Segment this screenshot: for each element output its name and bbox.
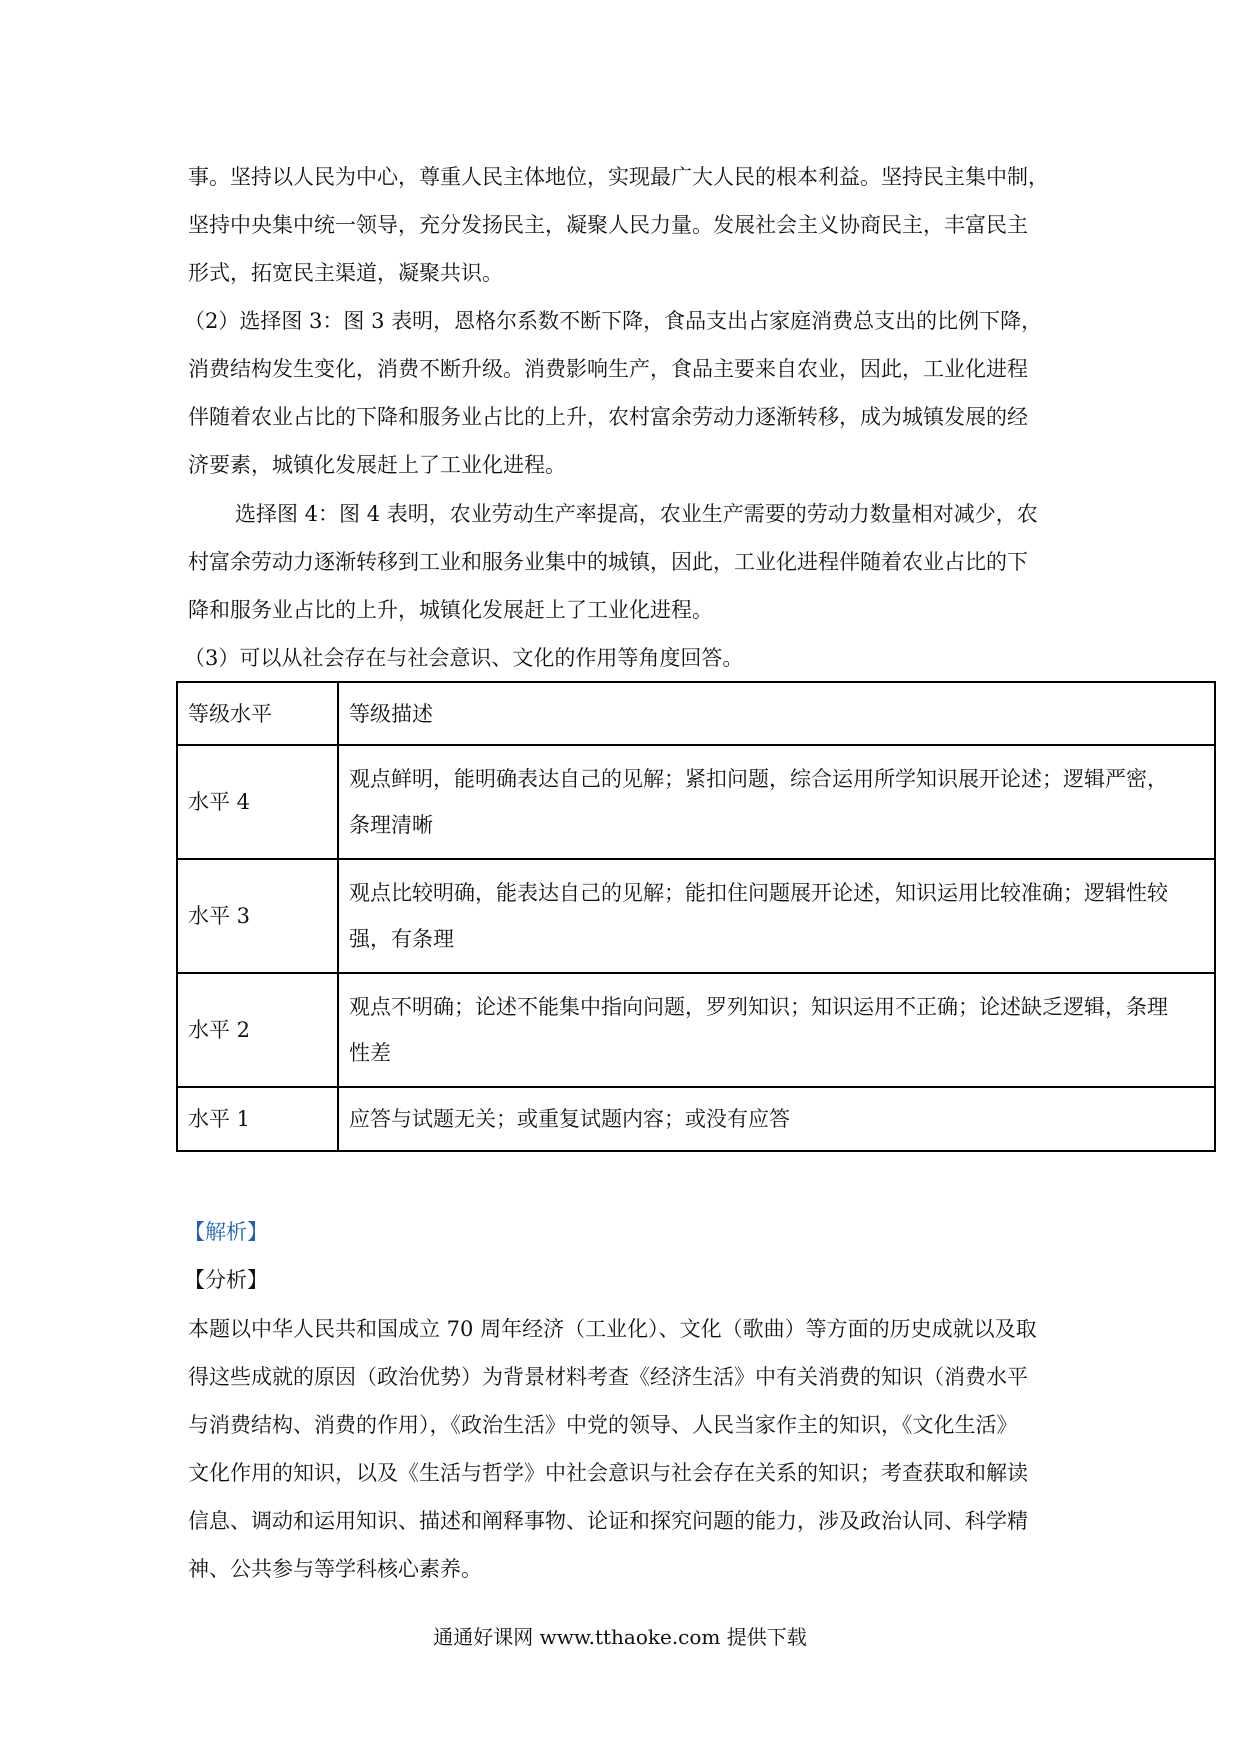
analysis-line-6: 神、公共参与等学科核心素养。 xyxy=(188,1557,482,1581)
row-description-line: 观点鲜明，能明确表达自己的见解；紧扣问题，综合运用所学知识展开论述；逻辑严密， xyxy=(349,767,1168,791)
row-description xyxy=(338,1087,1215,1151)
paragraph1-line-3: 形式，拓宽民主渠道，凝聚共识。 xyxy=(188,261,503,285)
row-level: 水平 4 xyxy=(177,745,338,859)
analysis-line-4: 文化作用的知识，以及《生活与哲学》中社会意识与社会存在关系的知识；考查获取和解读 xyxy=(188,1461,1028,1485)
row-description xyxy=(338,973,1215,1087)
row-description-line: 强，有条理 xyxy=(349,927,454,951)
paragraph3-line-1: 选择图 4：图 4 表明，农业劳动生产率提高，农业生产需要的劳动力数量相对减少，农 xyxy=(235,502,1038,526)
table-row xyxy=(177,745,1215,859)
analysis-line-1: 本题以中华人民共和国成立 70 周年经济（工业化）、文化（歌曲）等方面的历史成就以及取 xyxy=(188,1317,1037,1341)
fenxi-heading: 【分析】 xyxy=(184,1268,268,1292)
table-header-row xyxy=(177,682,1215,745)
row-description-line: 应答与试题无关；或重复试题内容；或没有应答 xyxy=(349,1107,790,1131)
header-description: 等级描述 xyxy=(338,682,1215,745)
row-description-line: 观点比较明确，能表达自己的见解；能扣住问题展开论述，知识运用比较准确；逻辑性较 xyxy=(349,881,1168,905)
analysis-heading: 【解析】 xyxy=(184,1220,268,1244)
paragraph1-line-1: 事。坚持以人民为中心，尊重人民主体地位，实现最广大人民的根本利益。坚持民主集中制， xyxy=(188,165,1049,189)
paragraph2-line-1: （2）选择图 3：图 3 表明，恩格尔系数不断下降，食品支出占家庭消费总支出的比例下降， xyxy=(184,309,1043,333)
header-level: 等级水平 xyxy=(177,682,338,745)
row-description-line: 性差 xyxy=(349,1041,391,1065)
row-level: 水平 3 xyxy=(177,859,338,973)
analysis-line-5: 信息、调动和运用知识、描述和阐释事物、论证和探究问题的能力，涉及政治认同、科学精 xyxy=(188,1509,1028,1533)
table-row xyxy=(177,859,1215,973)
paragraph4-line: （3）可以从社会存在与社会意识、文化的作用等角度回答。 xyxy=(184,646,744,670)
paragraph2-line-4: 济要素，城镇化发展赶上了工业化进程。 xyxy=(188,453,566,477)
paragraph3-line-3: 降和服务业占比的上升，城镇化发展赶上了工业化进程。 xyxy=(188,598,713,622)
row-level: 水平 2 xyxy=(177,973,338,1087)
table-row xyxy=(177,1087,1215,1151)
paragraph3-line-2: 村富余劳动力逐渐转移到工业和服务业集中的城镇，因此，工业化进程伴随着农业占比的下 xyxy=(188,550,1028,574)
analysis-line-3: 与消费结构、消费的作用），《政治生活》中党的领导、人民当家作主的知识，《文化生活》 xyxy=(188,1413,1018,1437)
row-description-line: 观点不明确；论述不能集中指向问题，罗列知识；知识运用不正确；论述缺乏逻辑，条理 xyxy=(349,995,1168,1019)
row-description xyxy=(338,745,1215,859)
analysis-line-2: 得这些成就的原因（政治优势）为背景材料考查《经济生活》中有关消费的知识（消费水平 xyxy=(188,1365,1028,1389)
row-description-line: 条理清晰 xyxy=(349,813,433,837)
grading-table xyxy=(176,681,1216,1152)
row-level: 水平 1 xyxy=(177,1087,338,1151)
paragraph1-line-2: 坚持中央集中统一领导，充分发扬民主，凝聚人民力量。发展社会主义协商民主，丰富民主 xyxy=(188,213,1028,237)
paragraph2-line-2: 消费结构发生变化，消费不断升级。消费影响生产，食品主要来自农业，因此，工业化进程 xyxy=(188,357,1028,381)
page-footer: 通通好课网 www.tthaoke.com 提供下载 xyxy=(433,1625,807,1649)
row-description xyxy=(338,859,1215,973)
table-row xyxy=(177,973,1215,1087)
paragraph2-line-3: 伴随着农业占比的下降和服务业占比的上升，农村富余劳动力逐渐转移，成为城镇发展的经 xyxy=(188,405,1028,429)
